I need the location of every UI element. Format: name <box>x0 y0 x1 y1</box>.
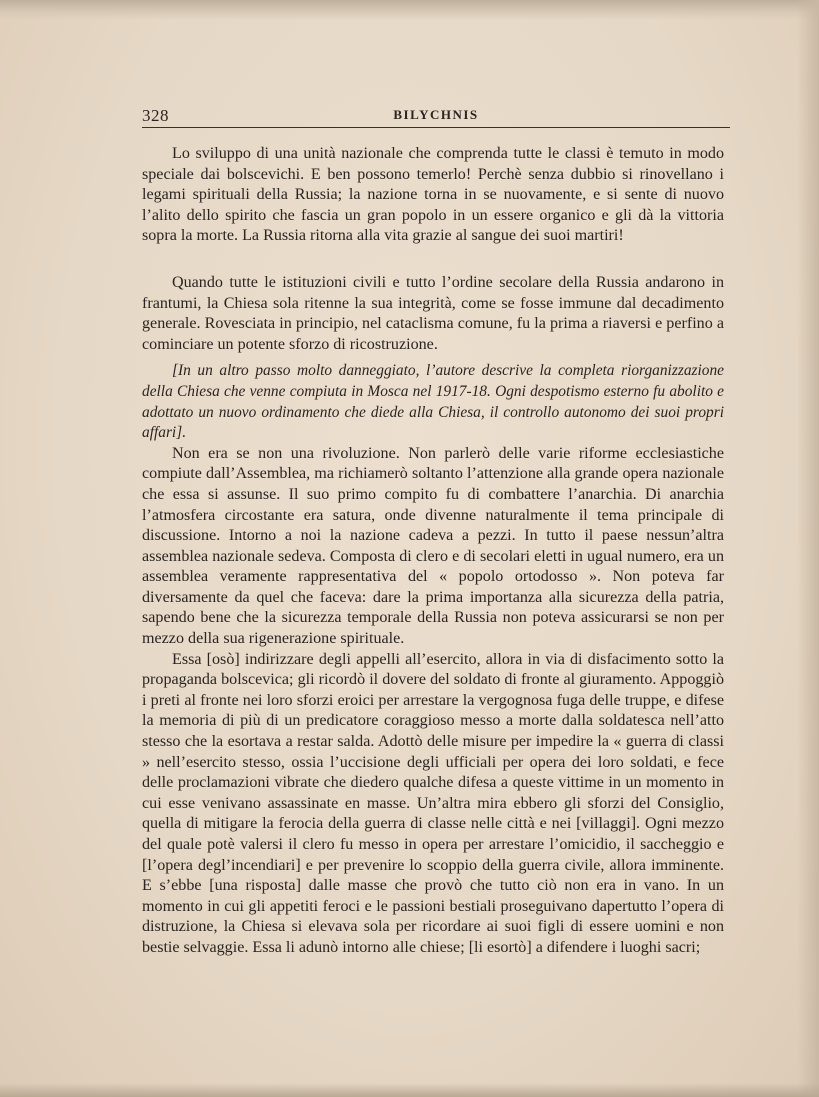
paragraph-4: Essa [osò] indirizzare degli appelli all’esercito, allora in via di disfacimento sotto la propaganda bolscevica; gli ricordò il dovere del soldato di fronte al giuramento. Appoggiò i preti al fronte nei loro sforzi eroici per arrestare la vergognosa fuga delle truppe, e difese la memoria di più di un predicatore coraggioso messo a morte dalla soldatesca nell’atto stesso che la esortava a restar salda. Adottò delle misure per impedire la « guerra di classi » nell’esercito stesso, ossia l’uccisione degli ufficiali per opera dei loro soldati, e fece delle proclamazioni vibrate che diedero qualche difesa a queste vittime in un momento in cui esse venivano assassinate en masse. Un’altra mira ebbero gli sforzi del Consiglio, quella di mitigare la ferocia della guerra di classe nelle città e nei [villaggi]. Ogni mezzo del quale potè valersi il clero fu messo in opera per arrestare l’omicidio, il saccheggio e [l’opera degl’incendiari] e per prevenire lo scoppio della guerra civile, allora imminente. E s’ebbe [una risposta] dalle masse che provò che tutto ciò non era in vano. In un momento in cui gli appetiti feroci e le passioni bestiali proseguivano dapertutto l’opera di distruzione, la Chiesa si elevava sola per ricordare ai suoi figli di essere uomini e non bestie selvaggie. Essa li adunò intorno alle chiese; [li esortò] a difendere i luoghi sacri; <box>142 650 724 956</box>
running-title: BILYCHNIS <box>393 107 479 122</box>
page-top-edge <box>0 0 819 20</box>
page-right-edge <box>797 0 819 1097</box>
page-number: 328 <box>142 106 169 125</box>
page-header <box>142 106 730 126</box>
paragraph-2: Quando tutte le istituzioni civili e tutto l’ordine secolare della Russia andarono in frantumi, la Chiesa sola ritenne la sua integrità, come se fosse immune dal decadimento generale. Rovesciata in principio, nel cataclisma comune, fu la prima a riaversi e perfino a cominciare un potente sforzo di ricostruzione. <box>142 273 724 353</box>
page-bottom-edge <box>0 1083 819 1097</box>
editorial-note: [In un altro passo molto danneggiato, l’autore descrive la completa riorganizzazione della Chiesa che venne compiuta in Mosca nel 1917-18. Ogni despotismo esterno fu abolito e adottato un nuovo ordinamento che diede alla Chiesa, il controllo autonomo dei suoi propri affari]. <box>142 362 724 442</box>
body-text <box>142 144 724 959</box>
paragraph-3: Non era se non una rivoluzione. Non parlerò delle varie riforme ecclesiastiche compiute dall’Assemblea, ma richiamerò soltanto l’attenzione alla grande opera nazionale che essa si assunse. Il suo primo compito fu di combattere l’anarchia. Di anarchia l’atmosfera circostante era satura, onde divenne naturalmente il tema principale di discussione. Intorno a noi la nazione cadeva a pezzi. In tutto il paese nessun’altra assemblea nazionale sedeva. Composta di clero e di secolari eletti in ugual numero, era un assemblea veramente rappresentativa del « popolo ortodosso ». Non poteva far diversamente da quel che faceva: dare la prima importanza alla sicurezza della patria, sapendo bene che la sicurezza temporale della Russia non poteva assicurarsi se non per mezzo della sua rigenerazione spirituale. <box>142 444 724 648</box>
paragraph-1: Lo sviluppo di una unità nazionale che comprenda tutte le classi è temuto in modo speciale dai bolscevichi. E ben possono temerlo! Perchè senza dubbio si rinovellano i legami spirituali della Russia; la nazione torna in se nuovamente, e si sente di nuovo l’alito dello spirito che fascia un gran popolo in un essere organico e gli dà la vittoria sopra la morte. La Russia ritorna alla vita grazie al sangue dei suoi martiri! <box>142 145 724 245</box>
header-rule <box>142 127 730 128</box>
